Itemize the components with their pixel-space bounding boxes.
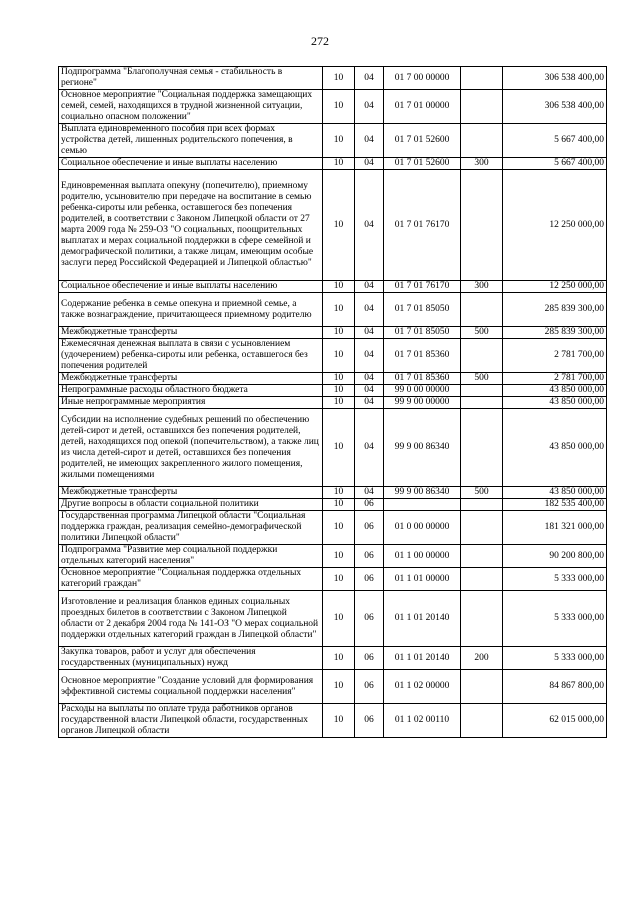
amount-cell: 285 839 300,00	[503, 293, 607, 327]
expense-type-cell: 200	[461, 647, 503, 670]
expense-type-cell	[461, 704, 503, 738]
expenditure-name-cell: Межбюджетные трансферты	[59, 327, 323, 339]
table-row	[59, 158, 607, 170]
subsection-code-cell: 06	[355, 511, 384, 545]
expenditure-name-cell: Расходы на выплаты по оплате труда работников органов государственной власти Липецкой области, государственных органов Липецкой области	[59, 704, 323, 738]
table-row	[59, 704, 607, 738]
section-code-cell: 10	[323, 409, 355, 487]
page-number: 272	[311, 34, 329, 48]
expense-type-cell: 300	[461, 158, 503, 170]
amount-cell: 5 333 000,00	[503, 568, 607, 591]
table-row	[59, 385, 607, 397]
target-article-cell: 01 7 01 85050	[384, 293, 461, 327]
table-row	[59, 124, 607, 158]
table-row	[59, 409, 607, 487]
target-article-cell: 01 1 01 00000	[384, 568, 461, 591]
target-article-cell: 01 1 02 00000	[384, 670, 461, 704]
expenditure-name-cell: Государственная программа Липецкой области "Социальная поддержка граждан, реализация семейно-демографической политики Липецкой области"	[59, 511, 323, 545]
amount-cell: 2 781 700,00	[503, 339, 607, 373]
expense-type-cell: 500	[461, 487, 503, 499]
subsection-code-cell: 04	[355, 385, 384, 397]
section-code-cell: 10	[323, 568, 355, 591]
expenditure-name-cell: Межбюджетные трансферты	[59, 487, 323, 499]
expenditure-name-cell: Межбюджетные трансферты	[59, 373, 323, 385]
section-code-cell: 10	[323, 591, 355, 647]
subsection-code-cell: 06	[355, 545, 384, 568]
section-code-cell: 10	[323, 511, 355, 545]
expense-type-cell	[461, 397, 503, 409]
section-code-cell: 10	[323, 397, 355, 409]
amount-cell: 5 333 000,00	[503, 591, 607, 647]
expense-type-cell	[461, 591, 503, 647]
expense-type-cell	[461, 511, 503, 545]
expenditure-name-cell: Основное мероприятие "Создание условий для формирования эффективной системы социальной поддержки населения"	[59, 670, 323, 704]
expense-type-cell	[461, 568, 503, 591]
section-code-cell: 10	[323, 67, 355, 90]
target-article-cell: 01 7 01 76170	[384, 281, 461, 293]
table-row	[59, 339, 607, 373]
expenditure-name-cell: Непрограммные расходы областного бюджета	[59, 385, 323, 397]
section-code-cell: 10	[323, 327, 355, 339]
table-row	[59, 511, 607, 545]
table-row	[59, 647, 607, 670]
expenditure-name-cell: Основное мероприятие "Социальная поддержка отдельных категорий граждан"	[59, 568, 323, 591]
expenditure-name-cell: Субсидии на исполнение судебных решений по обеспечению детей-сирот и детей, оставшихся без попечения родителей, детей, находящихся под опекой (попечительством), а также лиц из числа детей-сирот и детей, оставшихся без попечения родителей, не имеющих закрепленного жилого помещения, жилыми помещениями	[59, 409, 323, 487]
subsection-code-cell: 04	[355, 90, 384, 124]
target-article-cell: 01 7 01 52600	[384, 124, 461, 158]
expense-type-cell	[461, 170, 503, 281]
subsection-code-cell: 04	[355, 327, 384, 339]
section-code-cell: 10	[323, 545, 355, 568]
section-code-cell: 10	[323, 339, 355, 373]
table-row	[59, 373, 607, 385]
table-row	[59, 90, 607, 124]
table-row	[59, 327, 607, 339]
table-row	[59, 545, 607, 568]
subsection-code-cell: 06	[355, 568, 384, 591]
section-code-cell: 10	[323, 90, 355, 124]
subsection-code-cell: 04	[355, 67, 384, 90]
amount-cell: 306 538 400,00	[503, 67, 607, 90]
amount-cell: 12 250 000,00	[503, 170, 607, 281]
target-article-cell: 99 9 00 86340	[384, 487, 461, 499]
budget-table-body	[59, 67, 607, 738]
expense-type-cell	[461, 67, 503, 90]
expense-type-cell	[461, 293, 503, 327]
target-article-cell: 99 9 00 86340	[384, 409, 461, 487]
expense-type-cell	[461, 670, 503, 704]
expense-type-cell	[461, 90, 503, 124]
expense-type-cell: 500	[461, 373, 503, 385]
table-row	[59, 499, 607, 511]
section-code-cell: 10	[323, 487, 355, 499]
expenditure-name-cell: Иные непрограммные мероприятия	[59, 397, 323, 409]
expense-type-cell	[461, 124, 503, 158]
section-code-cell: 10	[323, 704, 355, 738]
target-article-cell: 01 7 01 76170	[384, 170, 461, 281]
target-article-cell: 01 7 01 85050	[384, 327, 461, 339]
subsection-code-cell: 06	[355, 591, 384, 647]
amount-cell: 84 867 800,00	[503, 670, 607, 704]
table-row	[59, 67, 607, 90]
expenditure-name-cell: Подпрограмма "Развитие мер социальной поддержки отдельных категорий населения"	[59, 545, 323, 568]
section-code-cell: 10	[323, 158, 355, 170]
amount-cell: 90 200 800,00	[503, 545, 607, 568]
expense-type-cell	[461, 409, 503, 487]
section-code-cell: 10	[323, 499, 355, 511]
subsection-code-cell: 04	[355, 339, 384, 373]
subsection-code-cell: 04	[355, 281, 384, 293]
amount-cell: 182 535 400,00	[503, 499, 607, 511]
section-code-cell: 10	[323, 385, 355, 397]
expense-type-cell	[461, 499, 503, 511]
target-article-cell: 99 0 00 00000	[384, 385, 461, 397]
expenditure-name-cell: Единовременная выплата опекуну (попечителю), приемному родителю, усыновителю при передаче на воспитание в семью ребенка-сироты или ребенка, оставшегося без попечения родителей, в соответствии с Законом Липецкой области от 27 марта 2009 года № 259-ОЗ "О социальных, поощрительных выплатах и мерах социальной поддержки в сфере семейной и демографической политики, а также лицам, имеющим особые заслуги перед Российской Федерацией и Липецкой областью"	[59, 170, 323, 281]
expenditure-name-cell: Закупка товаров, работ и услуг для обеспечения государственных (муниципальных) нужд	[59, 647, 323, 670]
amount-cell: 43 850 000,00	[503, 409, 607, 487]
subsection-code-cell: 04	[355, 397, 384, 409]
expenditure-name-cell: Другие вопросы в области социальной политики	[59, 499, 323, 511]
target-article-cell: 01 0 00 00000	[384, 511, 461, 545]
expenditure-name-cell: Основное мероприятие "Социальная поддержка замещающих семей, семей, находящихся в трудной жизненной ситуации, социально опасном положении"	[59, 90, 323, 124]
subsection-code-cell: 06	[355, 670, 384, 704]
amount-cell: 181 321 000,00	[503, 511, 607, 545]
expenditure-name-cell: Подпрограмма "Благополучная семья - стабильность в регионе"	[59, 67, 323, 90]
section-code-cell: 10	[323, 170, 355, 281]
budget-table	[58, 66, 607, 738]
target-article-cell: 01 7 01 52600	[384, 158, 461, 170]
section-code-cell: 10	[323, 647, 355, 670]
expense-type-cell: 300	[461, 281, 503, 293]
section-code-cell: 10	[323, 670, 355, 704]
expense-type-cell	[461, 339, 503, 373]
subsection-code-cell: 04	[355, 409, 384, 487]
target-article-cell	[384, 499, 461, 511]
amount-cell: 43 850 000,00	[503, 385, 607, 397]
subsection-code-cell: 06	[355, 704, 384, 738]
section-code-cell: 10	[323, 373, 355, 385]
target-article-cell: 01 7 01 85360	[384, 339, 461, 373]
subsection-code-cell: 04	[355, 373, 384, 385]
subsection-code-cell: 04	[355, 124, 384, 158]
subsection-code-cell: 04	[355, 487, 384, 499]
target-article-cell: 01 7 01 85360	[384, 373, 461, 385]
expense-type-cell	[461, 545, 503, 568]
table-row	[59, 568, 607, 591]
table-row	[59, 397, 607, 409]
amount-cell: 285 839 300,00	[503, 327, 607, 339]
amount-cell: 5 333 000,00	[503, 647, 607, 670]
table-row	[59, 487, 607, 499]
target-article-cell: 99 9 00 00000	[384, 397, 461, 409]
table-row	[59, 293, 607, 327]
table-row	[59, 591, 607, 647]
expense-type-cell: 500	[461, 327, 503, 339]
expenditure-name-cell: Выплата единовременного пособия при всех формах устройства детей, лишенных родительского попечения, в семью	[59, 124, 323, 158]
expense-type-cell	[461, 385, 503, 397]
section-code-cell: 10	[323, 281, 355, 293]
amount-cell: 306 538 400,00	[503, 90, 607, 124]
table-row	[59, 670, 607, 704]
target-article-cell: 01 1 01 20140	[384, 647, 461, 670]
table-row	[59, 170, 607, 281]
target-article-cell: 01 1 01 20140	[384, 591, 461, 647]
expenditure-name-cell: Социальное обеспечение и иные выплаты населению	[59, 281, 323, 293]
amount-cell: 12 250 000,00	[503, 281, 607, 293]
subsection-code-cell: 06	[355, 499, 384, 511]
amount-cell: 43 850 000,00	[503, 397, 607, 409]
subsection-code-cell: 04	[355, 170, 384, 281]
subsection-code-cell: 04	[355, 293, 384, 327]
expenditure-name-cell: Изготовление и реализация бланков единых социальных проездных билетов в соответствии с Законом Липецкой области от 2 декабря 2004 года № 141-ОЗ "О мерах социальной поддержки отдельных категорий граждан в Липецкой области"	[59, 591, 323, 647]
amount-cell: 5 667 400,00	[503, 124, 607, 158]
amount-cell: 2 781 700,00	[503, 373, 607, 385]
target-article-cell: 01 1 00 00000	[384, 545, 461, 568]
subsection-code-cell: 06	[355, 647, 384, 670]
target-article-cell: 01 1 02 00110	[384, 704, 461, 738]
expenditure-name-cell: Ежемесячная денежная выплата в связи с усыновлением (удочерением) ребенка-сироты или ребенка, оставшегося без попечения родителей	[59, 339, 323, 373]
expenditure-name-cell: Содержание ребенка в семье опекуна и приемной семье, а также вознаграждение, причитающееся приемному родителю	[59, 293, 323, 327]
amount-cell: 43 850 000,00	[503, 487, 607, 499]
section-code-cell: 10	[323, 124, 355, 158]
table-row	[59, 281, 607, 293]
amount-cell: 62 015 000,00	[503, 704, 607, 738]
target-article-cell: 01 7 01 00000	[384, 90, 461, 124]
target-article-cell: 01 7 00 00000	[384, 67, 461, 90]
section-code-cell: 10	[323, 293, 355, 327]
subsection-code-cell: 04	[355, 158, 384, 170]
amount-cell: 5 667 400,00	[503, 158, 607, 170]
expenditure-name-cell: Социальное обеспечение и иные выплаты населению	[59, 158, 323, 170]
